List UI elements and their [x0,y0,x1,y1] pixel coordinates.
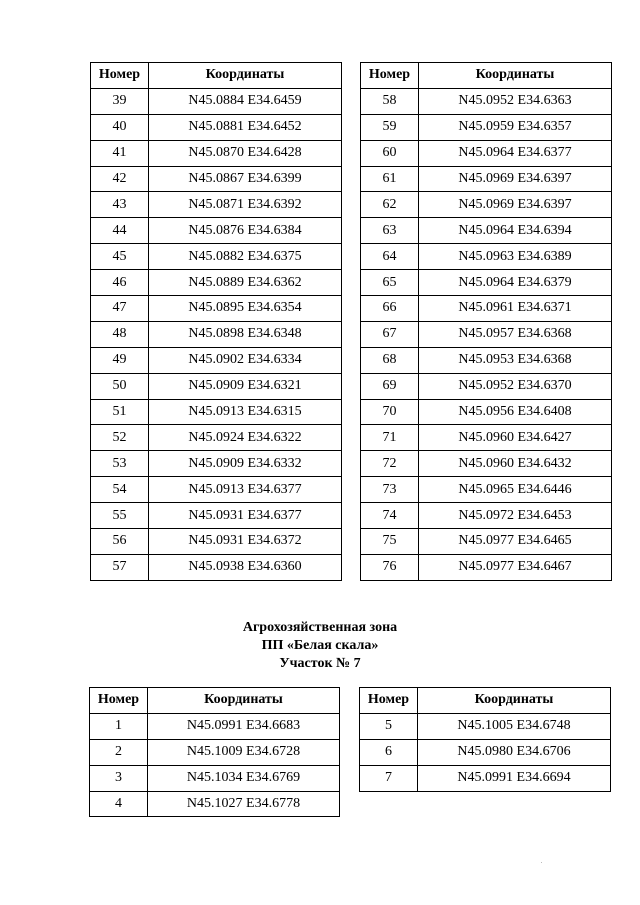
point-coordinates: N45.0952 E34.6370 [419,373,612,399]
point-coordinates: N45.0867 E34.6399 [149,166,342,192]
point-coordinates: N45.0938 E34.6360 [149,554,342,580]
point-number: 75 [361,529,419,555]
point-coordinates: N45.0876 E34.6384 [149,218,342,244]
point-coordinates: N45.0882 E34.6375 [149,244,342,270]
table-row [361,451,612,477]
table-row [361,503,612,529]
point-coordinates: N45.0889 E34.6362 [149,270,342,296]
point-coordinates: N45.0953 E34.6368 [419,347,612,373]
point-number: 48 [91,321,149,347]
point-number: 50 [91,373,149,399]
point-coordinates: N45.0913 E34.6315 [149,399,342,425]
point-number: 57 [91,554,149,580]
point-number: 64 [361,244,419,270]
table-row [90,713,340,739]
point-number: 43 [91,192,149,218]
table-row [91,114,342,140]
table-row [91,140,342,166]
point-number: 51 [91,399,149,425]
coordinates-table-3 [89,687,340,817]
point-coordinates: N45.0898 E34.6348 [149,321,342,347]
table-row [91,347,342,373]
table-row [361,347,612,373]
point-number: 54 [91,477,149,503]
table-row [361,296,612,322]
header-number: Номер [360,688,418,714]
point-number: 5 [360,713,418,739]
point-number: 39 [91,88,149,114]
table-row [90,791,340,817]
point-number: 74 [361,503,419,529]
point-number: 62 [361,192,419,218]
point-coordinates: N45.0931 E34.6377 [149,503,342,529]
point-coordinates: N45.0870 E34.6428 [149,140,342,166]
table-row [361,554,612,580]
header-coordinates: Координаты [149,63,342,89]
point-coordinates: N45.0956 E34.6408 [419,399,612,425]
point-number: 67 [361,321,419,347]
point-coordinates: N45.0961 E34.6371 [419,296,612,322]
point-number: 66 [361,296,419,322]
table-row [91,166,342,192]
point-coordinates: N45.0924 E34.6322 [149,425,342,451]
point-coordinates: N45.0931 E34.6372 [149,529,342,555]
point-number: 71 [361,425,419,451]
table-row [91,270,342,296]
point-coordinates: N45.0957 E34.6368 [419,321,612,347]
point-number: 65 [361,270,419,296]
table-row [361,166,612,192]
point-coordinates: N45.0902 E34.6334 [149,347,342,373]
point-number: 55 [91,503,149,529]
coordinates-table-4 [359,687,611,792]
point-number: 72 [361,451,419,477]
point-coordinates: N45.0960 E34.6432 [419,451,612,477]
table-row [360,713,611,739]
point-number: 52 [91,425,149,451]
point-number: 4 [90,791,148,817]
point-coordinates: N45.0991 E34.6683 [148,713,340,739]
point-number: 44 [91,218,149,244]
header-coordinates: Координаты [419,63,612,89]
point-number: 3 [90,765,148,791]
table-row [91,503,342,529]
point-coordinates: N45.0884 E34.6459 [149,88,342,114]
table-row [91,244,342,270]
point-number: 70 [361,399,419,425]
table-row [361,373,612,399]
site-heading: ПП «Белая скала» [261,638,379,653]
table-row [91,425,342,451]
point-number: 42 [91,166,149,192]
header-number: Номер [91,63,149,89]
point-coordinates: N45.1027 E34.6778 [148,791,340,817]
table-row [91,477,342,503]
header-coordinates: Координаты [148,688,340,714]
plot-heading: Участок № 7 [279,656,361,671]
point-number: 1 [90,713,148,739]
point-coordinates: N45.0909 E34.6321 [149,373,342,399]
header-number: Номер [361,63,419,89]
table-row [360,739,611,765]
point-number: 56 [91,529,149,555]
point-coordinates: N45.0965 E34.6446 [419,477,612,503]
point-coordinates: N45.0909 E34.6332 [149,451,342,477]
point-coordinates: N45.0977 E34.6465 [419,529,612,555]
table-row [361,192,612,218]
point-number: 2 [90,739,148,765]
coordinates-table-2 [360,62,612,581]
point-number: 58 [361,88,419,114]
point-coordinates: N45.0963 E34.6389 [419,244,612,270]
header-coordinates: Координаты [418,688,611,714]
table-row [91,218,342,244]
scan-speck [541,862,542,863]
point-coordinates: N45.0881 E34.6452 [149,114,342,140]
point-coordinates: N45.0980 E34.6706 [418,739,611,765]
point-number: 53 [91,451,149,477]
table-row [361,399,612,425]
table-row [91,373,342,399]
point-coordinates: N45.0969 E34.6397 [419,192,612,218]
point-coordinates: N45.0959 E34.6357 [419,114,612,140]
point-coordinates: N45.0964 E34.6379 [419,270,612,296]
table-row [91,529,342,555]
point-number: 46 [91,270,149,296]
point-number: 49 [91,347,149,373]
table-row [91,451,342,477]
point-coordinates: N45.0952 E34.6363 [419,88,612,114]
table-row [361,140,612,166]
point-coordinates: N45.0895 E34.6354 [149,296,342,322]
table-row [361,244,612,270]
point-number: 59 [361,114,419,140]
point-coordinates: N45.0964 E34.6394 [419,218,612,244]
coordinates-table-1 [90,62,342,581]
table-row [91,192,342,218]
point-number: 63 [361,218,419,244]
zone-heading: Агрохозяйственная зона [242,620,398,635]
point-number: 41 [91,140,149,166]
table-row [90,765,340,791]
table-row [361,529,612,555]
point-number: 76 [361,554,419,580]
point-coordinates: N45.0991 E34.6694 [418,765,611,791]
point-number: 47 [91,296,149,322]
point-coordinates: N45.0972 E34.6453 [419,503,612,529]
table-row [361,114,612,140]
table-row [361,88,612,114]
point-number: 45 [91,244,149,270]
point-number: 68 [361,347,419,373]
table-row [361,477,612,503]
table-row [90,739,340,765]
table-row [361,425,612,451]
table-row [91,321,342,347]
point-coordinates: N45.1005 E34.6748 [418,713,611,739]
point-coordinates: N45.0871 E34.6392 [149,192,342,218]
point-coordinates: N45.0913 E34.6377 [149,477,342,503]
table-row [361,218,612,244]
table-row [360,765,611,791]
point-number: 6 [360,739,418,765]
header-number: Номер [90,688,148,714]
table-row [361,270,612,296]
point-number: 69 [361,373,419,399]
table-row [91,296,342,322]
table-row [91,399,342,425]
point-coordinates: N45.0969 E34.6397 [419,166,612,192]
table-row [361,321,612,347]
point-coordinates: N45.0960 E34.6427 [419,425,612,451]
point-number: 73 [361,477,419,503]
table-row [91,554,342,580]
table-row [91,88,342,114]
point-number: 7 [360,765,418,791]
point-coordinates: N45.0977 E34.6467 [419,554,612,580]
point-coordinates: N45.0964 E34.6377 [419,140,612,166]
point-number: 61 [361,166,419,192]
point-number: 60 [361,140,419,166]
point-coordinates: N45.1034 E34.6769 [148,765,340,791]
point-number: 40 [91,114,149,140]
point-coordinates: N45.1009 E34.6728 [148,739,340,765]
